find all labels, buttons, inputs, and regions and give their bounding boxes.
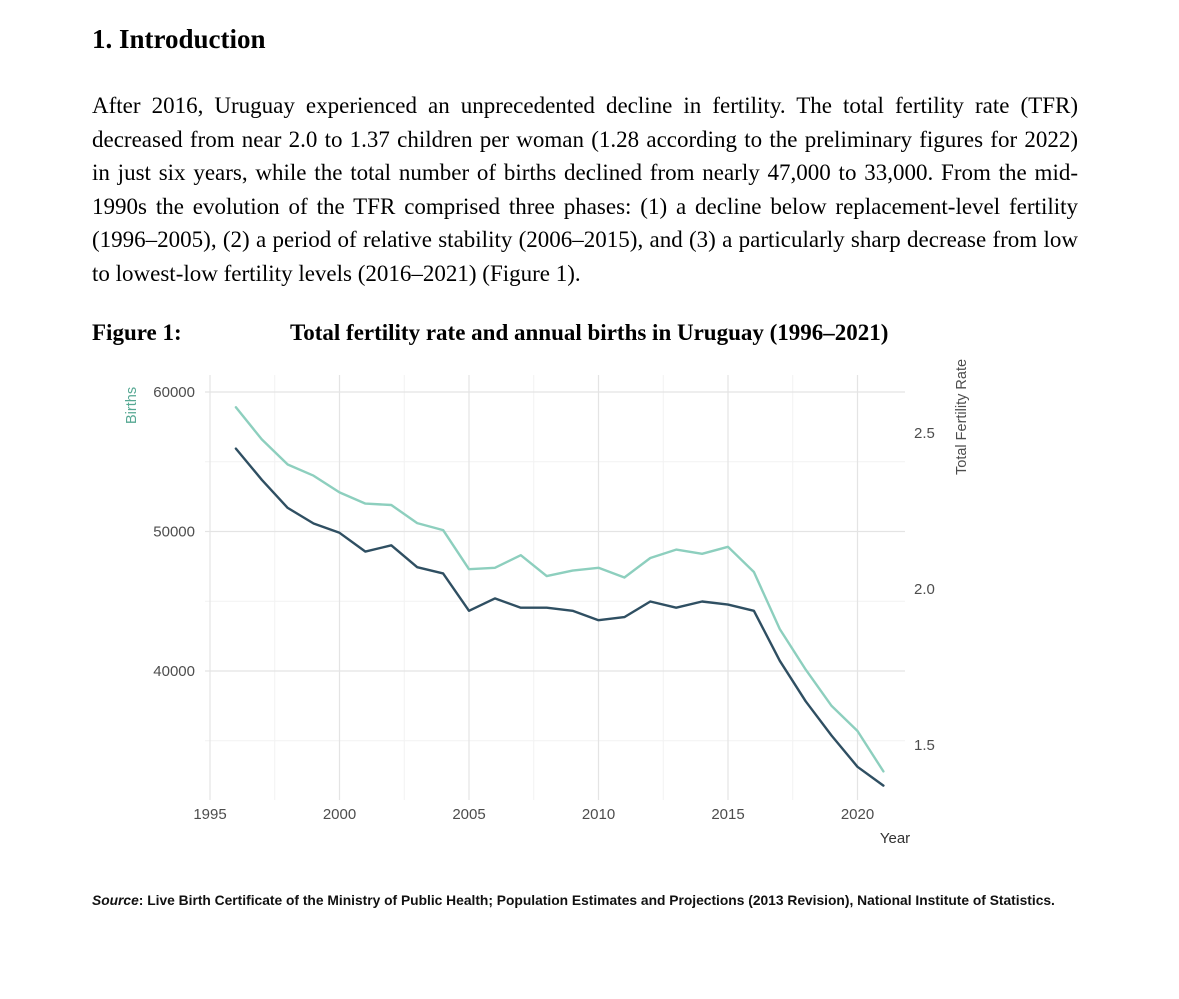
- x-axis-tick: 2015: [711, 806, 745, 824]
- chart-axis-titles: [124, 359, 970, 847]
- chart-tick-labels: [153, 384, 935, 823]
- figure-label: Figure 1:: [92, 320, 182, 346]
- y-axis-label-tfr: Total Fertility Rate: [954, 359, 970, 476]
- chart-gridlines: [205, 375, 905, 800]
- y-axis-tick-left: 60000: [153, 384, 195, 402]
- source-text: : Live Birth Certificate of the Ministry of Public Health; Population Estimates and Projections (2013 Revision), National Institute of Statistics.: [138, 893, 1055, 909]
- x-axis-tick: 2000: [322, 806, 357, 824]
- x-axis-tick: 2010: [581, 806, 616, 824]
- fertility-births-chart: [100, 359, 990, 857]
- x-axis-tick: 2020: [840, 806, 875, 824]
- source-note: [92, 891, 1078, 910]
- chart-canvas: [100, 359, 990, 857]
- chart-series: [236, 408, 884, 786]
- x-axis-tick: 1995: [193, 806, 227, 824]
- intro-paragraph: After 2016, Uruguay experienced an unprecedented decline in fertility. The total fertility rate (TFR) decreased from near 2.0 to 1.37 children per woman (1.28 according to the preliminary figures for 2022) in just six years, while the total number of births declined from nearly 47,000 to 33,000. From the mid-1990s the evolution of the TFR comprised three phases: (1) a decline below replacement-level fertility (1996–2005), (2) a period of relative stability (2006–2015), and (3) a particularly sharp decrease from low to lowest-low fertility levels (2016–2021) (Figure 1).: [92, 93, 1078, 286]
- section-heading: 1. Introduction: [92, 24, 266, 54]
- y-axis-tick-right: 1.5: [914, 737, 935, 755]
- y-axis-tick-left: 50000: [153, 523, 195, 541]
- x-axis-tick: 2005: [452, 806, 486, 824]
- figure-caption: [92, 320, 1078, 346]
- y-axis-tick-right: 2.5: [914, 425, 935, 443]
- y-axis-tick-left: 40000: [153, 663, 195, 681]
- x-axis-label: Year: [879, 830, 911, 848]
- y-axis-tick-right: 2.0: [914, 581, 935, 599]
- source-prefix: Source: [92, 893, 139, 909]
- figure-title: Total fertility rate and annual births in Uruguay (1996–2021): [290, 320, 889, 346]
- y-axis-label-births: Births: [124, 387, 140, 425]
- series-line-tfr: [236, 449, 884, 786]
